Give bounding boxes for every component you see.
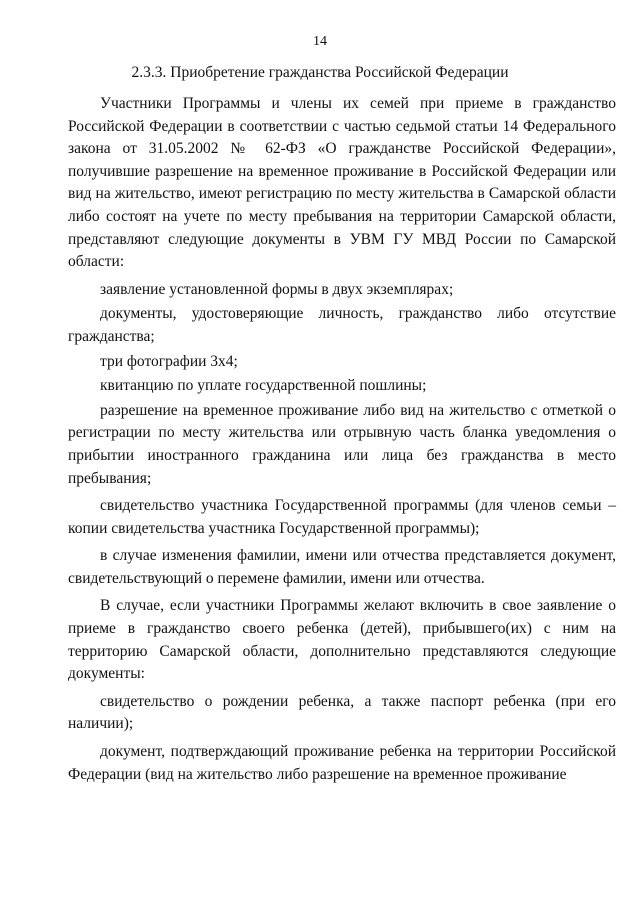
document-body: [68, 93, 616, 791]
paragraph-intro: Участники Программы и члены их семей при приеме в гражданство Российской Федерации в соответствии с частью седьмой статьи 14 Федерального закона от 31.05.2002 № 62-ФЗ «О гражданстве Российской Федерации», получившие разрешение на временное проживание в Российской Федерации или вид на жительство, имеют регистрацию по месту жительства в Самарской области либо состоят на учете по месту пребывания на территории Самарской области, представляют следующие документы в УВМ ГУ МВД России по Самарской области:: [68, 95, 616, 271]
list-item: три фотографии 3х4;: [100, 352, 238, 370]
paragraph-children: В случае, если участники Программы желают включить в свое заявление о приеме в гражданство своего ребенка (детей), прибывшего(их) с ним на территорию Самарской области, дополнительно представляются следующие документы:: [68, 597, 616, 683]
list-item: свидетельство о рождении ребенка, а также паспорт ребенка (при его наличии);: [68, 692, 616, 733]
list-item: разрешение на временное проживание либо вид на жительство с отметкой о регистрации по месту жительства или отрывную часть бланка уведомления о прибытии иностранного гражданина или лица без гражданства в место пребывания;: [68, 401, 616, 487]
section-title: 2.3.3. Приобретение гражданства Российской Федерации: [131, 64, 509, 81]
list-item: заявление установленной формы в двух экземплярах;: [100, 280, 454, 298]
list-item: квитанцию по уплате государственной пошлины;: [100, 377, 427, 395]
page-number: 14: [313, 34, 327, 49]
list-item: документы, удостоверяющие личность, гражданство либо отсутствие гражданства;: [68, 305, 616, 345]
list-item: в случае изменения фамилии, имени или отчества представляется документ, свидетельствующий о перемене фамилии, имени или отчества.: [68, 547, 616, 587]
list-item: документ, подтверждающий проживание ребенка на территории Российской Федерации (вид на жительство либо разрешение на временное проживание: [68, 743, 616, 783]
list-item: свидетельство участника Государственной программы (для членов семьи – копии свидетельства участника Государственной программы);: [68, 497, 616, 537]
